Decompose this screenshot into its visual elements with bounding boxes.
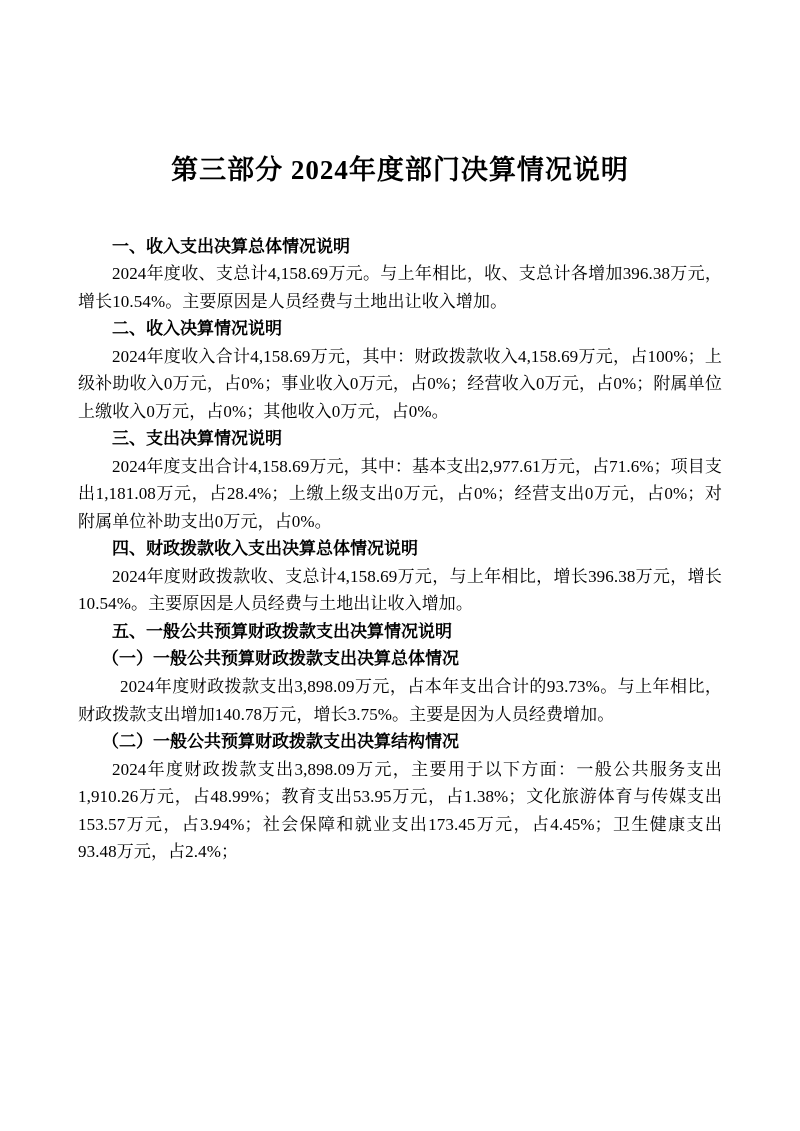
page-title: 第三部分 2024年度部门决算情况说明 xyxy=(171,155,629,185)
section-heading-2: 二、收入决算情况说明 xyxy=(112,319,282,339)
section-heading-5: 五、一般公共预算财政拨款支出决算情况说明 xyxy=(112,621,452,641)
subsection-heading-5-2: （二）一般公共预算财政拨款支出决算结构情况 xyxy=(102,732,459,752)
section-heading-4: 四、财政拨款收入支出决算总体情况说明 xyxy=(112,539,418,559)
section-heading-3: 三、支出决算情况说明 xyxy=(112,429,282,449)
subsection-paragraph-5-2: 2024年度财政拨款支出3,898.09万元，主要用于以下方面：一般公共服务支出1,910.26万元，占48.99%；教育支出53.95万元，占1.38%；文化旅游体育与传媒支出153.57万元，占3.94%；社会保障和就业支出173.45万元，占4.45%；卫生健康支出93.48万元，占2.4%； xyxy=(78,759,722,862)
section-paragraph-1: 2024年度收、支总计4,158.69万元。与上年相比，收、支总计各增加396.38万元，增长10.54%。主要原因是人员经费与土地出让收入增加。 xyxy=(78,264,722,311)
section-heading-1: 一、收入支出决算总体情况说明 xyxy=(112,236,350,256)
section-paragraph-2: 2024年度收入合计4,158.69万元，其中：财政拨款收入4,158.69万元，占100%；上级补助收入0万元，占0%；事业收入0万元，占0%；经营收入0万元，占0%；附属单位上缴收入0万元，占0%；其他收入0万元，占0%。 xyxy=(78,346,722,421)
section-paragraph-4: 2024年度财政拨款收、支总计4,158.69万元，与上年相比，增长396.38万元，增长10.54%。主要原因是人员经费与土地出让收入增加。 xyxy=(78,566,722,614)
section-paragraph-3: 2024年度支出合计4,158.69万元，其中：基本支出2,977.61万元，占71.6%；项目支出1,181.08万元，占28.4%；上缴上级支出0万元，占0%；经营支出0万元，占0%；对附属单位补助支出0万元，占0%。 xyxy=(78,456,722,531)
subsection-heading-5-1: （一）一般公共预算财政拨款支出决算总体情况 xyxy=(102,649,459,669)
subsection-paragraph-5-1: 2024年度财政拨款支出3,898.09万元，占本年支出合计的93.73%。与上年相比，财政拨款支出增加140.78万元，增长3.75%。主要是因为人员经费增加。 xyxy=(78,677,722,724)
